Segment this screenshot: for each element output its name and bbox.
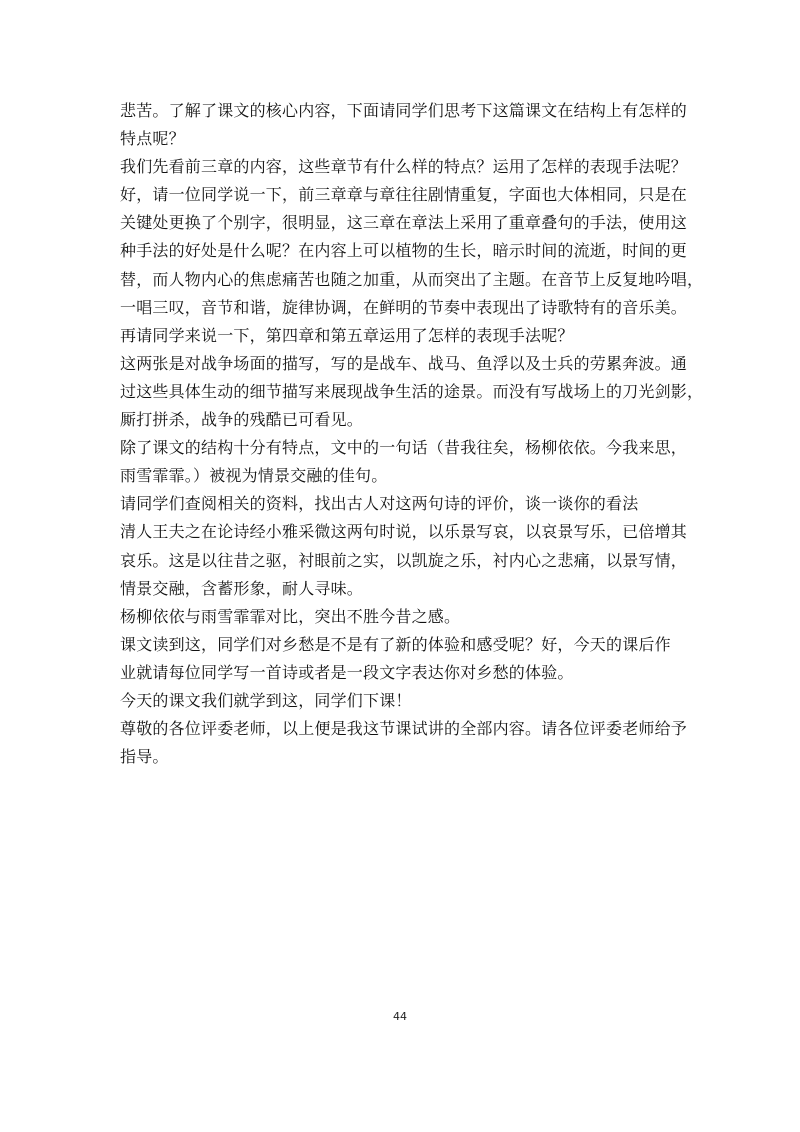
- text-line: 悲苦。了解了课文的核心内容，下面请同学们思考下这篇课文在结构上有怎样的: [120, 101, 688, 120]
- paragraph: [120, 181, 704, 321]
- text-line: 雨雪霏霏。）被视为情景交融的佳句。: [120, 466, 388, 486]
- paragraph: [120, 687, 700, 715]
- text-line: 除了课文的结构十分有特点，文中的一句话（昔我往矣，杨柳依依。今我来思，: [120, 438, 688, 458]
- text-line: 课文读到这，同学们对乡愁是不是有了新的体验和感受呢？好，今天的课后作: [120, 634, 671, 654]
- text-line: 情景交融，含蓄形象，耐人寻味。: [120, 578, 364, 598]
- paragraph: [120, 97, 700, 153]
- paragraph: [120, 350, 704, 434]
- paragraph: [120, 490, 700, 518]
- page-number: 44: [393, 1010, 407, 1023]
- paragraph: [120, 434, 700, 490]
- text-line: 今天的课文我们就学到这，同学们下课！: [120, 690, 412, 710]
- text-line: 这两张是对战争场面的描写，写的是战车、战马、鱼浮以及士兵的劳累奔波。通: [120, 353, 688, 373]
- text-line: 尊敬的各位评委老师，以上便是我这节课试讲的全部内容。请各位评委老师给予: [120, 719, 688, 739]
- text-line: 厮打拼杀，战争的残酷已可看见。: [120, 410, 364, 430]
- text-line: 种手法的好处是什么呢？在内容上可以植物的生长，暗示时间的流逝，时间的更: [120, 241, 688, 261]
- document-body: [120, 97, 704, 771]
- text-line: 我们先看前三章的内容，这些章节有什么样的特点？运用了怎样的表现手法呢？: [120, 157, 688, 177]
- paragraph: [120, 153, 700, 181]
- text-line: 替，而人物内心的焦虑痛苦也随之加重，从而突出了主题。在音节上反复地吟唱，: [120, 269, 704, 289]
- text-line: 关键处更换了个别字，很明显，这三章在章法上采用了重章叠句的手法，使用这: [120, 213, 688, 233]
- text-line: 特点呢？: [120, 129, 185, 149]
- text-line: 指导。: [120, 747, 169, 767]
- paragraph: [120, 518, 700, 602]
- text-line: 哀乐。这是以往昔之驱，衬眼前之实，以凯旋之乐，衬内心之悲痛，以景写情，: [120, 550, 688, 570]
- text-line: 一唱三叹，音节和谐，旋律协调，在鲜明的节奏中表现出了诗歌特有的音乐美。: [120, 297, 688, 317]
- paragraph: [120, 715, 700, 771]
- text-line: 业就请每位同学写一首诗或者是一段文字表达你对乡愁的体验。: [120, 662, 574, 682]
- text-line: 清人王夫之在论诗经小雅采微这两句时说，以乐景写哀，以哀景写乐，已倍增其: [120, 522, 688, 542]
- paragraph: [120, 322, 700, 350]
- paragraph: [120, 603, 700, 631]
- text-line: 过这些具体生动的细节描写来展现战争生活的途景。而没有写战场上的刀光剑影，: [120, 381, 704, 401]
- text-line: 杨柳依依与雨雪霏霏对比，突出不胜今昔之感。: [120, 606, 461, 626]
- text-line: 再请同学来说一下，第四章和第五章运用了怎样的表现手法呢？: [120, 325, 574, 345]
- text-line: 好，请一位同学说一下，前三章章与章往往剧情重复，字面也大体相同，只是在: [120, 185, 688, 205]
- text-line: 请同学们查阅相关的资料，找出古人对这两句诗的评价，谈一谈你的看法: [120, 494, 639, 514]
- paragraph: [120, 631, 700, 687]
